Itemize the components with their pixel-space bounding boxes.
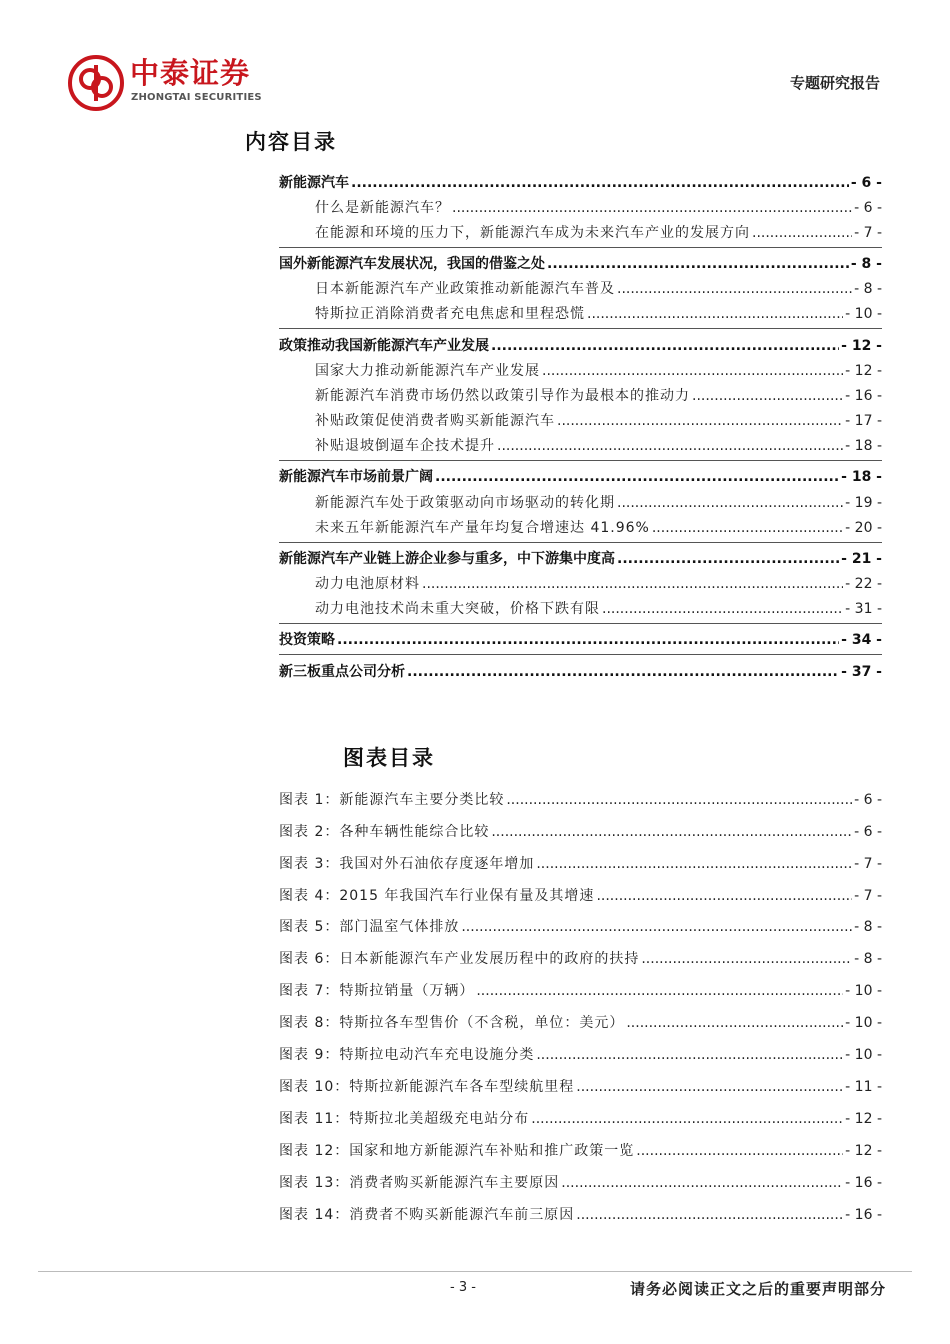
toc-item-title: 新能源汽车处于政策驱动向市场驱动的转化期: [315, 495, 615, 511]
figure-item-title: 图表 3：我国对外石油依存度逐年增加: [279, 856, 535, 872]
toc-item[interactable]: [315, 223, 882, 243]
toc-page: - 31 -: [845, 601, 882, 617]
toc-item-title: 补贴政策促使消费者购买新能源汽车: [315, 413, 555, 429]
figure-item-title: 图表 11：特斯拉北美超级充电站分布: [279, 1111, 530, 1127]
toc-item-title: 新能源汽车消费市场仍然以政策引导作为最根本的推动力: [315, 388, 690, 404]
figure-item-title: 图表 9：特斯拉电动汽车充电设施分类: [279, 1047, 535, 1063]
toc-section[interactable]: [279, 336, 882, 356]
toc-section[interactable]: [279, 173, 882, 193]
toc-item-title: 动力电池技术尚未重大突破，价格下跌有限: [315, 601, 600, 617]
figure-page: - 12 -: [845, 1143, 882, 1159]
toc-item[interactable]: [315, 198, 882, 218]
figure-page: - 16 -: [845, 1207, 882, 1223]
toc-item[interactable]: [315, 518, 882, 538]
figure-page: - 6 -: [854, 792, 882, 808]
toc-page: - 10 -: [845, 306, 882, 322]
footer-divider: [38, 1271, 912, 1272]
toc-section-title: 国外新能源汽车发展状况，我国的借鉴之处: [279, 256, 545, 272]
figure-item-title: 图表 14：消费者不购买新能源汽车前三原因: [279, 1207, 575, 1223]
toc-item[interactable]: [315, 411, 882, 431]
toc-page: - 37 -: [841, 664, 882, 680]
figure-page: - 16 -: [845, 1175, 882, 1191]
figure-item[interactable]: [279, 854, 882, 874]
toc-section[interactable]: [279, 467, 882, 487]
figure-page: - 8 -: [854, 919, 882, 935]
figure-page: - 12 -: [845, 1111, 882, 1127]
figure-page: - 6 -: [854, 824, 882, 840]
divider: [279, 247, 882, 248]
figure-item[interactable]: [279, 790, 882, 810]
figure-page: - 10 -: [845, 983, 882, 999]
toc-page: - 8 -: [854, 281, 882, 297]
toc-item[interactable]: [315, 304, 882, 324]
figure-item[interactable]: [279, 886, 882, 906]
toc-item[interactable]: [315, 279, 882, 299]
toc-section[interactable]: [279, 549, 882, 569]
figure-item-title: 图表 10：特斯拉新能源汽车各车型续航里程: [279, 1079, 575, 1095]
figure-item[interactable]: [279, 822, 882, 842]
figure-item-title: 图表 5：部门温室气体排放: [279, 919, 460, 935]
footer-disclaimer: 请务必阅读正文之后的重要声明部分: [629, 1280, 886, 1298]
toc-item-title: 什么是新能源汽车？: [315, 200, 450, 216]
toc-page: - 12 -: [841, 338, 882, 354]
figure-item-title: 图表 4：2015 年我国汽车行业保有量及其增速: [279, 888, 595, 904]
toc-section-title: 新三板重点公司分析: [279, 664, 405, 680]
figure-item-title: 图表 7：特斯拉销量（万辆）: [279, 983, 475, 999]
toc-page: - 18 -: [845, 438, 882, 454]
figure-item-title: 图表 8：特斯拉各车型售价（不含税，单位：美元）: [279, 1015, 625, 1031]
figure-page: - 10 -: [845, 1015, 882, 1031]
toc-section-title: 政策推动我国新能源汽车产业发展: [279, 338, 489, 354]
toc-page: - 6 -: [850, 175, 882, 191]
toc-item[interactable]: [315, 361, 882, 381]
figure-item[interactable]: [279, 981, 882, 1001]
figure-item-title: 图表 1：新能源汽车主要分类比较: [279, 792, 505, 808]
toc-title: 内容目录: [245, 130, 337, 154]
divider: [279, 328, 882, 329]
toc-page: - 21 -: [841, 551, 882, 567]
figure-item-title: 图表 2：各种车辆性能综合比较: [279, 824, 490, 840]
zhongtai-logo-icon: [68, 55, 124, 111]
figure-page: - 11 -: [845, 1079, 882, 1095]
toc-page: - 7 -: [854, 225, 882, 241]
toc-page: - 18 -: [841, 469, 882, 485]
toc-page: - 22 -: [845, 576, 882, 592]
divider: [279, 542, 882, 543]
divider: [279, 460, 882, 461]
figure-item[interactable]: [279, 1109, 882, 1129]
toc-section[interactable]: [279, 662, 882, 682]
toc-section-title: 新能源汽车: [279, 175, 349, 191]
figure-page: - 8 -: [854, 951, 882, 967]
toc-item[interactable]: [315, 436, 882, 456]
figure-item[interactable]: [279, 1045, 882, 1065]
figure-item[interactable]: [279, 1013, 882, 1033]
figure-item-title: 图表 12：国家和地方新能源汽车补贴和推广政策一览: [279, 1143, 635, 1159]
toc-item-title: 动力电池原材料: [315, 576, 420, 592]
figure-page: - 10 -: [845, 1047, 882, 1063]
toc-item-title: 未来五年新能源汽车产量年均复合增速达 41.96%: [315, 520, 650, 536]
toc-page: - 34 -: [841, 632, 882, 648]
page-number: - 3 -: [450, 1280, 476, 1295]
brand-name-en: ZHONGTAI SECURITIES: [131, 92, 262, 103]
toc-item[interactable]: [315, 493, 882, 513]
toc-item-title: 在能源和环境的压力下，新能源汽车成为未来汽车产业的发展方向: [315, 225, 750, 241]
toc-page: - 12 -: [845, 363, 882, 379]
toc-item[interactable]: [315, 574, 882, 594]
figures-title: 图表目录: [343, 746, 435, 770]
toc-page: - 16 -: [845, 388, 882, 404]
toc-page: - 8 -: [850, 256, 882, 272]
toc-section[interactable]: [279, 254, 882, 274]
figure-item[interactable]: [279, 1173, 882, 1193]
divider: [279, 654, 882, 655]
toc-item-title: 特斯拉正消除消费者充电焦虑和里程恐慌: [315, 306, 585, 322]
figure-item-title: 图表 13：消费者购买新能源汽车主要原因: [279, 1175, 560, 1191]
figure-item[interactable]: [279, 917, 882, 937]
toc-section-title: 新能源汽车产业链上游企业参与重多，中下游集中度高: [279, 551, 615, 567]
figure-item[interactable]: [279, 1141, 882, 1161]
toc-section-title: 新能源汽车市场前景广阔: [279, 469, 433, 485]
divider: [279, 623, 882, 624]
figure-page: - 7 -: [854, 856, 882, 872]
report-type: 专题研究报告: [789, 74, 880, 92]
figure-item-title: 图表 6：日本新能源汽车产业发展历程中的政府的扶持: [279, 951, 640, 967]
toc-section[interactable]: [279, 630, 882, 650]
figure-item[interactable]: [279, 1077, 882, 1097]
toc-item-title: 国家大力推动新能源汽车产业发展: [315, 363, 540, 379]
toc-page: - 17 -: [845, 413, 882, 429]
toc-page: - 19 -: [845, 495, 882, 511]
toc-item[interactable]: [315, 599, 882, 619]
toc-item[interactable]: [315, 386, 882, 406]
figure-page: - 7 -: [854, 888, 882, 904]
brand-name-cn: 中泰证券: [130, 56, 251, 90]
figure-item[interactable]: [279, 949, 882, 969]
toc-section-title: 投资策略: [279, 632, 335, 648]
toc-page: - 20 -: [845, 520, 882, 536]
toc-page: - 6 -: [854, 200, 882, 216]
figure-item[interactable]: [279, 1205, 882, 1225]
toc-item-title: 补贴退坡倒逼车企技术提升: [315, 438, 495, 454]
toc-item-title: 日本新能源汽车产业政策推动新能源汽车普及: [315, 281, 615, 297]
